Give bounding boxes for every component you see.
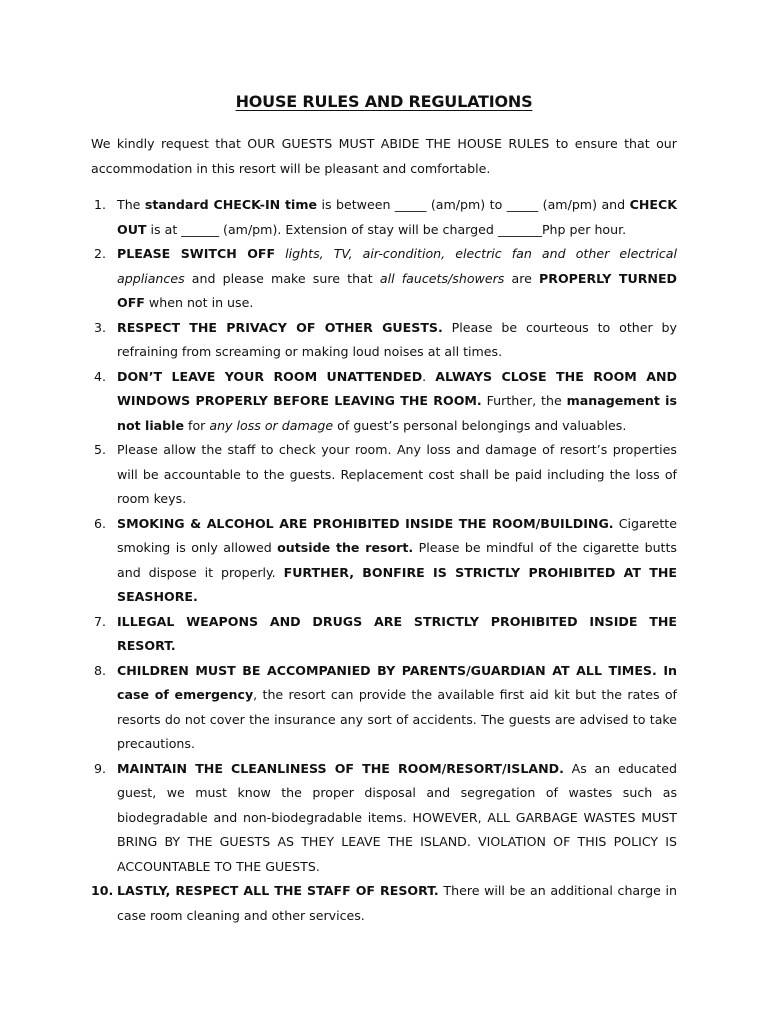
rule-text: and please make sure that xyxy=(184,270,380,286)
rules-list xyxy=(91,193,677,928)
intro-text: to ensure that our accommodation in this resort will be pleasant and comfortable. xyxy=(91,136,677,176)
rule-number: 5. xyxy=(94,442,107,457)
rule-text-bold: MAINTAIN THE CLEANLINESS OF THE ROOM/RESORT/ISLAND. xyxy=(117,760,564,776)
page-title: HOUSE RULES AND REGULATIONS xyxy=(235,92,533,111)
rule-text-bold: LASTLY, RESPECT ALL THE STAFF OF RESORT. xyxy=(117,883,439,898)
rule-text: Please be courteous to other by refraining from screaming or making loud noises at all times. xyxy=(117,319,677,359)
rule-text-bold: standard CHECK-IN time xyxy=(144,197,318,212)
rule-item-6 xyxy=(91,512,677,610)
rule-text: . xyxy=(422,368,436,384)
rule-text-italic: any loss or damage xyxy=(209,417,334,433)
rule-text-bold: RESPECT THE PRIVACY OF OTHER GUESTS. xyxy=(117,319,443,335)
rule-text: is between _____ (am/pm) to _____ (am/pm) and xyxy=(317,197,630,212)
rule-item-10 xyxy=(91,879,677,928)
rule-item-3 xyxy=(91,316,677,365)
rule-text-bold: PLEASE SWITCH OFF xyxy=(117,246,276,261)
rule-text: when not in use. xyxy=(144,295,254,310)
rule-text-bold: CHILDREN MUST BE ACCOMPANIED BY PARENTS/GUARDIAN AT ALL TIMES. xyxy=(117,662,657,678)
intro-text: We kindly request that xyxy=(91,136,248,151)
rule-text-bold: In case of emergency xyxy=(117,662,677,702)
rule-text-bold: DON’T LEAVE YOUR ROOM UNATTENDED xyxy=(117,368,423,384)
rule-number: 8. xyxy=(94,662,107,678)
rule-item-1 xyxy=(91,193,677,242)
rule-number: 9. xyxy=(94,760,107,776)
rule-text-bold: FURTHER, BONFIRE IS STRICTLY PROHIBITED AT THE SEASHORE. xyxy=(117,564,677,604)
rule-text: is at ______ (am/pm). Extension of stay will be charged _______Php per hour. xyxy=(146,221,627,237)
rule-number: 1. xyxy=(94,197,107,212)
rule-text: , the resort can provide the available first aid kit but the rates of resorts do not cover the insurance any sort of accidents. The guests are advised to take precautions. xyxy=(117,687,677,751)
rule-number: 6. xyxy=(94,515,107,531)
rule-text: As an educated guest, we must know the proper disposal and segregation of wastes such as biodegradable and non-biodegradable items. HOWEVER, ALL GARBAGE WASTES MUST BRING BY THE GUESTS AS THEY LEAVE THE ISLAND. VIOLATION OF THIS POLICY IS ACCOUNTABLE TO THE GUESTS. xyxy=(117,760,677,874)
rule-text: There will be an additional charge in case room cleaning and other services. xyxy=(117,883,677,923)
rule-text: are xyxy=(504,270,540,286)
rule-item-4 xyxy=(91,365,677,439)
rule-item-8 xyxy=(91,659,677,757)
rule-number: 2. xyxy=(94,246,107,261)
intro-text-caps: OUR GUESTS MUST ABIDE THE HOUSE RULES xyxy=(247,136,550,151)
rule-number: 4. xyxy=(94,368,107,384)
rule-text-italic: lights, TV, air-condition, electric fan and other electrical appliances xyxy=(117,246,677,286)
rule-text-bold: management is not liable xyxy=(117,393,677,433)
rule-text: for xyxy=(184,417,210,433)
rule-text-bold: ILLEGAL WEAPONS AND DRUGS ARE STRICTLY PROHIBITED INSIDE THE RESORT. xyxy=(117,613,677,653)
rule-item-9 xyxy=(91,757,677,880)
rule-text: of guest’s personal belongings and valuables. xyxy=(333,417,627,433)
rule-item-5 xyxy=(91,438,677,512)
rule-text-italic: all faucets/showers xyxy=(379,270,505,286)
rule-text: Further, the xyxy=(481,393,567,408)
rule-text-bold: CHECK OUT xyxy=(117,197,677,237)
rule-text: Please be mindful of the cigarette butts and dispose it properly. xyxy=(117,540,677,580)
rule-number: 3. xyxy=(94,319,107,335)
rule-text: The xyxy=(117,197,145,212)
rule-item-7 xyxy=(91,610,677,659)
rule-text-bold: PROPERLY TURNED OFF xyxy=(117,270,678,310)
rule-text-bold: outside the resort. xyxy=(277,540,414,555)
intro-paragraph xyxy=(91,132,677,181)
rule-number: 7. xyxy=(94,613,107,629)
rule-text: Please allow the staff to check your room. Any loss and damage of resort’s properties will be accountable to the guests. Replacement cost shall be paid including the loss of room keys. xyxy=(117,442,677,506)
rule-text: Cigarette smoking is only allowed xyxy=(117,515,677,555)
rule-text-bold: ALWAYS CLOSE THE ROOM AND WINDOWS PROPERLY BEFORE LEAVING THE ROOM. xyxy=(117,368,677,408)
rule-text-bold: SMOKING & ALCOHOL ARE PROHIBITED INSIDE THE ROOM/BUILDING. xyxy=(117,515,614,531)
rule-item-2 xyxy=(91,242,677,316)
rule-number: 10. xyxy=(91,883,114,898)
